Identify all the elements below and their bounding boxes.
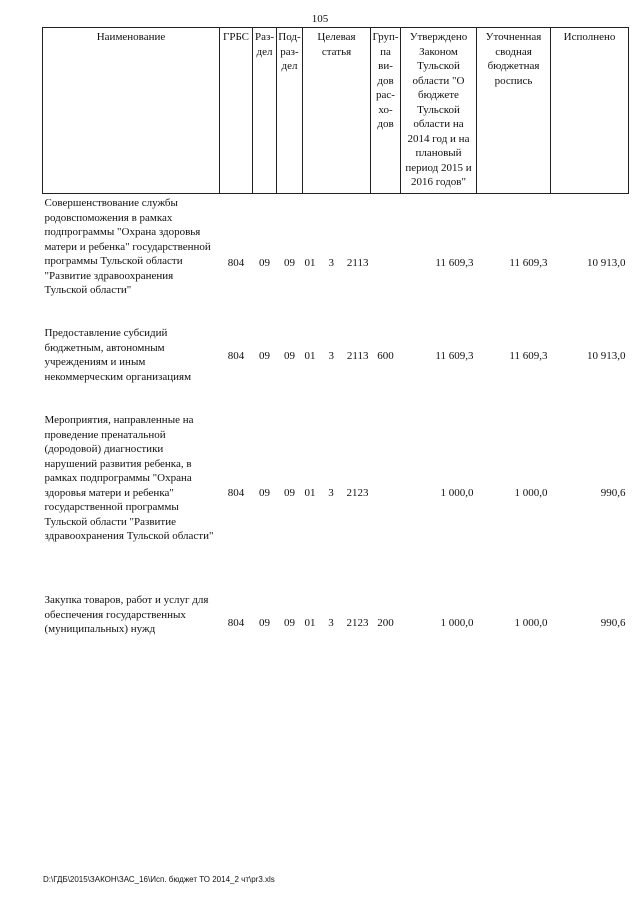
row-podrazdel: 09 <box>284 486 295 499</box>
row-approved: 1 000,0 <box>440 616 474 629</box>
row-group <box>371 194 401 315</box>
header-row <box>43 28 629 194</box>
row-target-direction: 2113 <box>346 256 369 269</box>
row-executed: 10 913,0 <box>587 256 626 269</box>
col-header-executed: Исполнено <box>551 28 629 194</box>
row-approved: 1 000,0 <box>440 486 474 499</box>
row-executed: 10 913,0 <box>587 349 626 362</box>
row-razdel: 09 <box>259 256 270 269</box>
row-approved: 11 609,3 <box>435 256 474 269</box>
row-group: 600 <box>377 349 394 362</box>
table-row <box>43 326 629 386</box>
row-approved: 11 609,3 <box>435 349 474 362</box>
row-target-program: 01 <box>304 256 316 269</box>
row-grbs: 804 <box>227 486 245 499</box>
col-header-target: Целевая статья <box>303 28 371 194</box>
row-group <box>371 413 401 573</box>
row-target-program: 01 <box>304 349 316 362</box>
row-refined: 11 609,3 <box>509 256 548 269</box>
row-target-program: 01 <box>304 616 316 629</box>
table-row <box>43 593 629 653</box>
row-name: Совершенствование службы родовспоможения в рамках подпрограммы "Охрана здоровья матери и ребенка" государственной программы Тульской области "Развитие здравоохранения Тульской области" <box>44 197 211 296</box>
row-podrazdel: 09 <box>284 349 295 362</box>
row-target-program: 01 <box>304 486 316 499</box>
row-spacer <box>43 314 629 326</box>
row-name: Мероприятия, направленные на проведение пренатальной (дородовой) диагностики нарушений развития ребенка, в рамках подпрограммы "Охрана здоровья матери и ребенка" государственной программы Тульской области "Развитие здравоохранения Тульской области" <box>44 414 214 542</box>
table-row <box>43 194 629 315</box>
row-razdel: 09 <box>259 616 270 629</box>
row-target <box>303 593 371 653</box>
row-podrazdel: 09 <box>284 256 295 269</box>
row-refined: 1 000,0 <box>514 486 548 499</box>
col-header-refined: Уточненная сводная бюджетная роспись <box>477 28 551 194</box>
col-header-razdel: Раз- дел <box>253 28 277 194</box>
row-name: Закупка товаров, работ и услуг для обеспечения государственных (муниципальных) нужд <box>44 594 209 635</box>
row-target <box>303 194 371 315</box>
row-target-direction: 2123 <box>346 486 369 499</box>
row-grbs: 804 <box>227 349 245 362</box>
row-group: 200 <box>377 616 394 629</box>
row-podrazdel: 09 <box>284 616 295 629</box>
row-refined: 1 000,0 <box>514 616 548 629</box>
col-header-group: Груп- па ви- дов рас- хо- дов <box>371 28 401 194</box>
budget-table <box>42 27 629 653</box>
row-razdel: 09 <box>259 349 270 362</box>
file-path-footer: D:\ГДБ\2015\ЗАКОН\ЗАС_16\Исп. бюджет ТО 2014_2 чт\pr3.xls <box>43 875 275 884</box>
row-target <box>303 326 371 386</box>
row-name: Предоставление субсидий бюджетным, автономным учреждениям и иным некоммерческим организациям <box>44 327 192 383</box>
row-target-subprogram: 3 <box>328 349 334 362</box>
row-spacer <box>43 386 629 413</box>
row-refined: 11 609,3 <box>509 349 548 362</box>
row-target-direction: 2123 <box>346 616 369 629</box>
row-executed: 990,6 <box>600 616 626 629</box>
row-razdel: 09 <box>259 486 270 499</box>
table-row <box>43 413 629 573</box>
row-spacer <box>43 573 629 593</box>
col-header-podrazdel: Под- раз- дел <box>277 28 303 194</box>
col-header-approved: Утверждено Законом Тульской области "О бюджете Тульской области на 2014 год и на плановый период 2015 и 2016 годов" <box>401 28 477 194</box>
row-target-direction: 2113 <box>346 349 369 362</box>
row-grbs: 804 <box>227 616 245 629</box>
row-executed: 990,6 <box>600 486 626 499</box>
row-grbs: 804 <box>227 256 245 269</box>
row-target-subprogram: 3 <box>328 256 334 269</box>
page-number: 105 <box>311 13 329 25</box>
row-target <box>303 413 371 573</box>
row-target-subprogram: 3 <box>328 616 334 629</box>
col-header-name: Наименование <box>43 28 220 194</box>
col-header-grbs: ГРБС <box>220 28 253 194</box>
row-target-subprogram: 3 <box>328 486 334 499</box>
